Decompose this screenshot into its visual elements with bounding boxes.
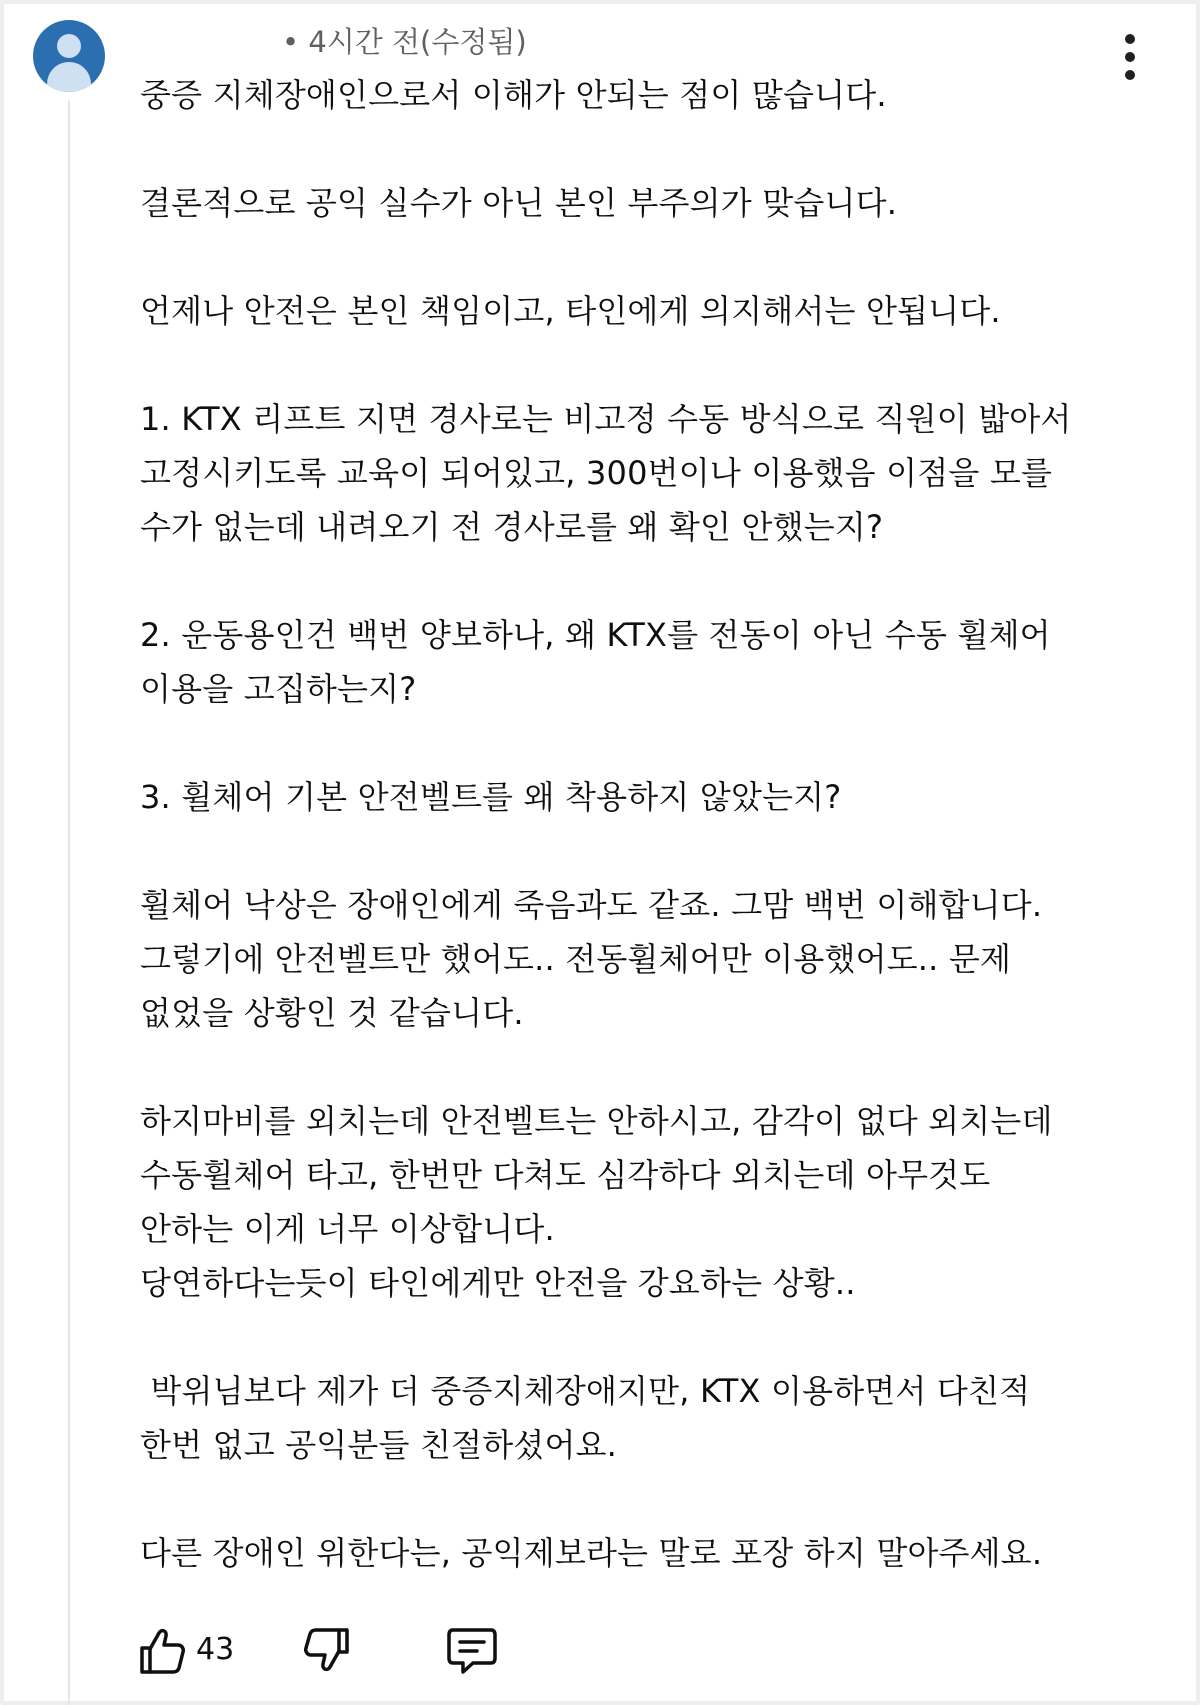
comment-line: 3. 휠체어 기본 안전벨트를 왜 착용하지 않았는지? (140, 778, 842, 816)
comment-line: 수동휠체어 타고, 한번만 다쳐도 심각하다 외치는데 아무것도 (140, 1156, 991, 1194)
paragraph-spacer (140, 1310, 1130, 1364)
avatar-shoulders-shape (47, 62, 91, 92)
comment-line: 박위님보다 제가 더 중증지체장애지만, KTX 이용하면서 다친적 (140, 1372, 1031, 1410)
comment-line: 고정시키도록 교육이 되어있고, 300번이나 이용했음 이점을 모를 (140, 454, 1053, 492)
comment-line: 1. KTX 리프트 지면 경사로는 비고정 수동 방식으로 직원이 밟아서 (140, 400, 1072, 438)
paragraph-spacer (140, 230, 1130, 284)
paragraph-spacer (140, 716, 1130, 770)
comment-line: 한번 없고 공익분들 친절하셨어요. (140, 1426, 618, 1464)
comment-line: 하지마비를 외치는데 안전벨트는 안하시고, 감각이 없다 외치는데 (140, 1102, 1053, 1140)
comment-text (140, 68, 1130, 1580)
paragraph-spacer (140, 554, 1130, 608)
comment-line: 결론적으로 공익 실수가 아닌 본인 부주의가 맞습니다. (140, 184, 898, 222)
paragraph-spacer (140, 1040, 1130, 1094)
comment-line: 당연하다는듯이 타인에게만 안전을 강요하는 상황.. (140, 1264, 856, 1302)
comment-line: 언제나 안전은 본인 책임이고, 타인에게 의지해서는 안됩니다. (140, 292, 1001, 330)
paragraph-spacer (140, 122, 1130, 176)
comment-timestamp: • 4시간 전(수정됨) (282, 25, 527, 59)
comment-line: 그렇기에 안전벨트만 했어도.. 전동휠체어만 이용했어도.. 문제 (140, 940, 1012, 978)
paragraph-spacer (140, 1472, 1130, 1526)
like-count: 43 (196, 1632, 235, 1667)
comment-line: 2. 운동용인건 백번 양보하나, 왜 KTX를 전동이 아닌 수동 휠체어 (140, 616, 1051, 654)
paragraph-spacer (140, 338, 1130, 392)
avatar-head-shape (57, 34, 81, 58)
thumbs-down-icon[interactable] (301, 1622, 351, 1678)
comment-actions (138, 1622, 638, 1678)
paragraph-spacer (140, 824, 1130, 878)
comment-line: 중증 지체장애인으로서 이해가 안되는 점이 많습니다. (140, 76, 887, 114)
comment-line: 수가 없는데 내려오기 전 경사로를 왜 확인 안했는지? (140, 508, 884, 546)
comment-line: 다른 장애인 위한다는, 공익제보라는 말로 포장 하지 말아주세요. (140, 1534, 1043, 1572)
thumbs-up-icon[interactable] (138, 1622, 186, 1678)
comment-line: 휠체어 낙상은 장애인에게 죽음과도 같죠. 그맘 백번 이해합니다. (140, 886, 1043, 924)
thread-line (68, 100, 70, 1705)
user-avatar[interactable] (33, 20, 105, 92)
comment-line: 안하는 이게 너무 이상합니다. (140, 1210, 555, 1248)
comment-line: 없었을 상황인 것 같습니다. (140, 994, 524, 1032)
reply-comment-icon[interactable] (445, 1622, 499, 1678)
comment-line: 이용을 고집하는지? (140, 670, 417, 708)
